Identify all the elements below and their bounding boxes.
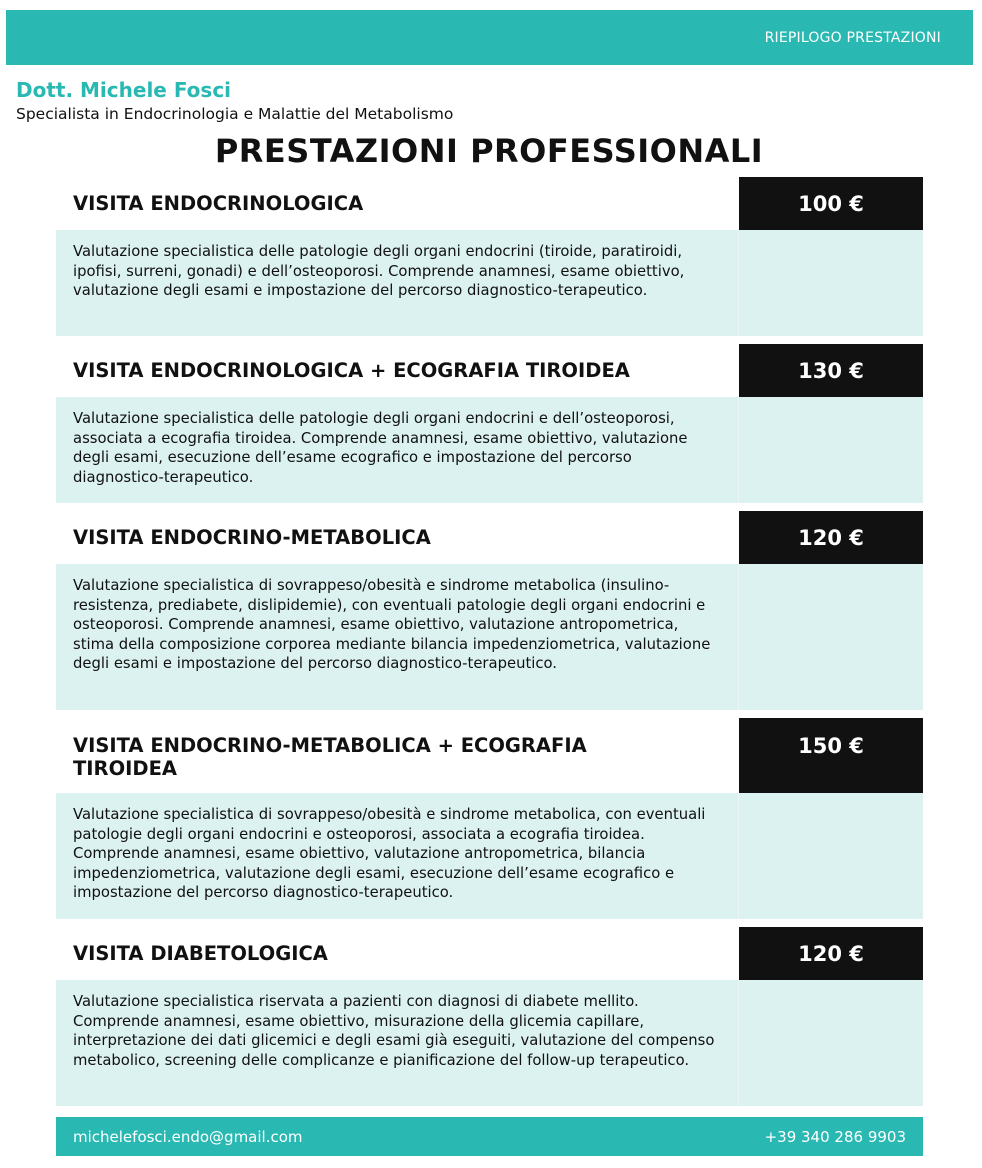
service-description: Valutazione specialistica riservata a pazienti con diagnosi di diabete mellito. Comprende anamnesi, esame obiettivo, misurazione della glicemia capillare, interpretazione dei dati glicemici e degli esami già eseguiti, valutazione del compenso metabolico, screening delle complicanze e pianificazione del follow-up terapeutico. <box>56 980 739 1106</box>
service-item <box>56 718 923 919</box>
services-list <box>56 177 923 1114</box>
service-title: VISITA DIABETOLOGICA <box>56 927 739 980</box>
service-price-spacer <box>739 793 923 919</box>
service-price-spacer <box>739 397 923 503</box>
doctor-specialty: Specialista in Endocrinologia e Malattie del Metabolismo <box>16 105 454 123</box>
service-item <box>56 511 923 710</box>
service-price-spacer <box>739 230 923 336</box>
service-description: Valutazione specialistica di sovrappeso/obesità e sindrome metabolica, con eventuali patologie degli organi endocrini e osteoporosi, associata a ecografia tiroidea. Comprende anamnesi, esame obiettivo, valutazione antropometrica, bilancia impedenziometrica, valutazione degli esami, esecuzione dell’esame ecografico e impostazione del percorso diagnostico-terapeutico. <box>56 793 739 919</box>
service-title: VISITA ENDOCRINOLOGICA <box>56 177 739 230</box>
service-price: 120 € <box>739 927 923 980</box>
service-price-spacer <box>739 980 923 1106</box>
header-label: RIEPILOGO PRESTAZIONI <box>764 29 941 46</box>
service-price: 130 € <box>739 344 923 397</box>
service-title: VISITA ENDOCRINOLOGICA + ECOGRAFIA TIROIDEA <box>56 344 739 397</box>
service-description: Valutazione specialistica delle patologie degli organi endocrini e dell’osteoporosi, associata a ecografia tiroidea. Comprende anamnesi, esame obiettivo, valutazione degli esami, esecuzione dell’esame ecografico e impostazione del percorso diagnostico-terapeutico. <box>56 397 739 503</box>
service-item <box>56 344 923 503</box>
footer-phone[interactable]: +39 340 286 9903 <box>764 1127 906 1146</box>
footer-bar <box>56 1117 923 1156</box>
doctor-name: Dott. Michele Fosci <box>16 78 232 102</box>
footer-email[interactable]: michelefosci.endo@gmail.com <box>73 1127 303 1146</box>
service-price: 120 € <box>739 511 923 564</box>
service-title: VISITA ENDOCRINO-METABOLICA <box>56 511 739 564</box>
service-description: Valutazione specialistica delle patologie degli organi endocrini (tiroide, paratiroidi, ipofisi, surreni, gonadi) e dell’osteoporosi. Comprende anamnesi, esame obiettivo, valutazione degli esami e impostazione del percorso diagnostico-terapeutico. <box>56 230 739 336</box>
service-item <box>56 177 923 336</box>
service-price: 100 € <box>739 177 923 230</box>
page-title: PRESTAZIONI PROFESSIONALI <box>214 132 764 170</box>
service-title: VISITA ENDOCRINO-METABOLICA + ECOGRAFIA TIROIDEA <box>56 718 739 793</box>
service-price-spacer <box>739 564 923 710</box>
service-description: Valutazione specialistica di sovrappeso/obesità e sindrome metabolica (insulino-resistenza, prediabete, dislipidemie), con eventuali patologie degli organi endocrini e osteoporosi. Comprende anamnesi, esame obiettivo, valutazione antropometrica, stima della composizione corporea mediante bilancia impedenziometrica, valutazione degli esami e impostazione del percorso diagnostico-terapeutico. <box>56 564 739 710</box>
service-item <box>56 927 923 1106</box>
service-price: 150 € <box>739 718 923 793</box>
header-bar <box>6 10 973 65</box>
